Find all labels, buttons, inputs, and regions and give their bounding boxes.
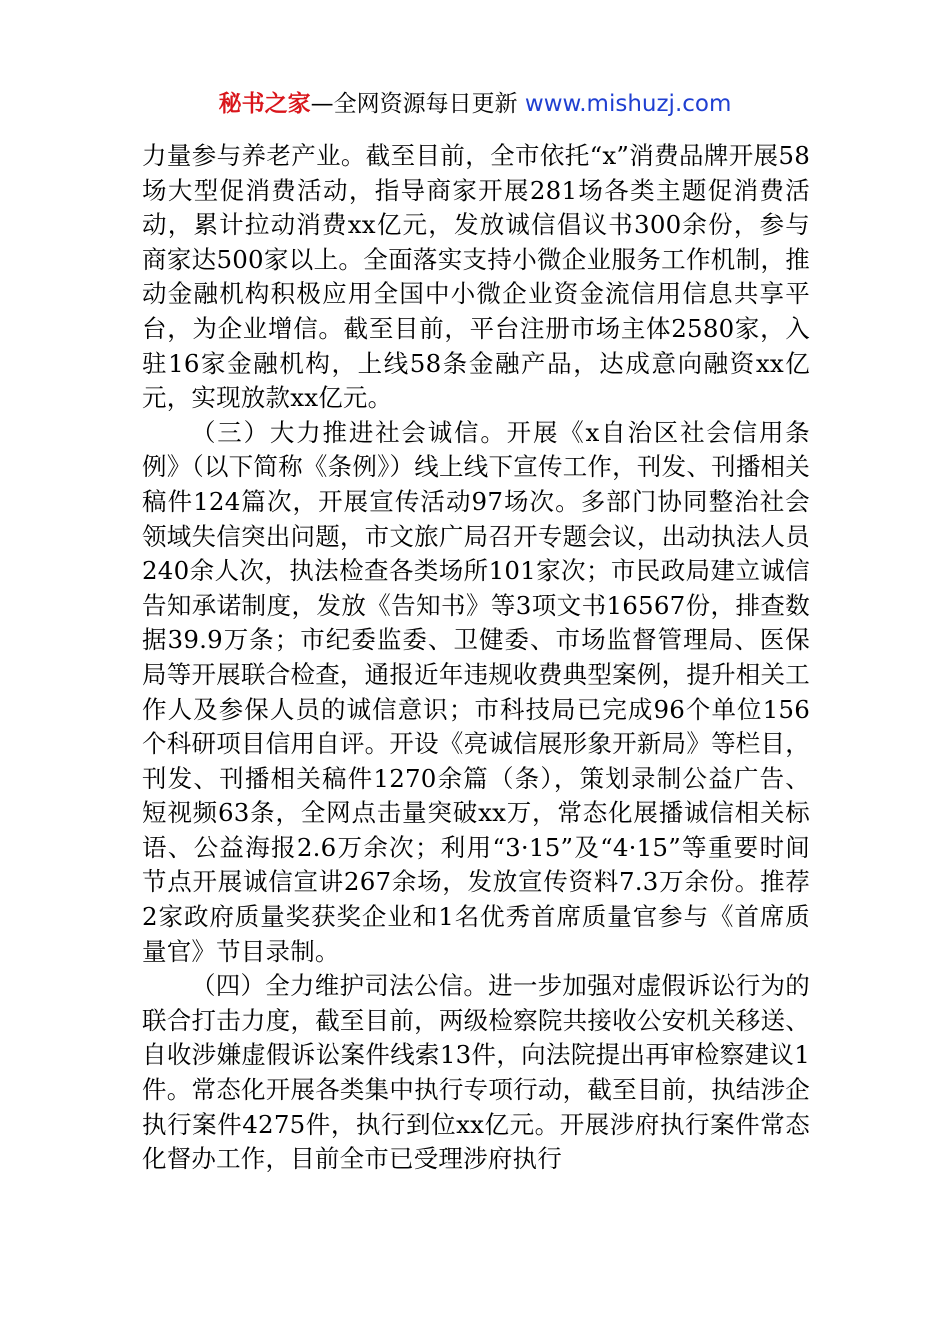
brand-name: 秘书之家 (218, 91, 311, 117)
header-tagline: —全网资源每日更新 (310, 91, 518, 117)
website-link[interactable]: www.mishuzj.com (524, 91, 732, 117)
paragraph-judicial-credibility: （四）全力维护司法公信。进一步加强对虚假诉讼行为的联合打击力度，截至目前，两级检察院共接收公安机关移送、自收涉嫌虚假诉讼案件线索13件，向法院提出再审检察建议1件。常态化开展各类集中执行专项行动，截至目前，执结涉企执行案件4275件，执行到位xx亿元。开展涉府执行案件常态化督办工作，目前全市已受理涉府执行 (142, 971, 810, 1174)
paragraph-social-integrity: （三）大力推进社会诚信。开展《x自治区社会信用条例》（以下简称《条例》）线上线下宣传工作，刊发、刊播相关稿件124篇次，开展宣传活动97场次。多部门协同整治社会领域失信突出问题，市文旅广局召开专题会议，出动执法人员240余人次，执法检查各类场所101家次；市民政局建立诚信告知承诺制度，发放《告知书》等3项文书16567份，排查数据39.9万条；市纪委监委、卫健委、市场监督管理局、医保局等开展联合检查，通报近年违规收费典型案例，提升相关工作人及参保人员的诚信意识；市科技局已完成96个单位156个科研项目信用自评。开设《亮诚信展形象开新局》等栏目，刊发、刊播相关稿件1270余篇（条），策划录制公益广告、短视频63条，全网点击量突破xx万，常态化展播诚信相关标语、公益海报2.6万余次；利用“3·15”及“4·15”等重要时间节点开展诚信宣讲267余场，发放宣传资料7.3万余份。推荐2家政府质量奖获奖企业和1名优秀首席质量官参与《首席质量官》节目录制。 (142, 417, 810, 966)
paragraph-consumption-credit: 力量参与养老产业。截至目前，全市依托“x”消费品牌开展58场大型促消费活动，指导商家开展281场各类主题促消费活动，累计拉动消费xx亿元，发放诚信倡议书300余份，参与商家达500家以上。全面落实支持小微企业服务工作机制，推动金融机构积极应用全国中小微企业资金流信用信息共享平台，为企业增信。截至目前，平台注册市场主体2580家，入驻16家金融机构，上线58条金融产品，达成意向融资xx亿元，实现放款xx亿元。 (142, 141, 810, 413)
document-body (142, 139, 810, 1177)
page-header (0, 88, 950, 120)
